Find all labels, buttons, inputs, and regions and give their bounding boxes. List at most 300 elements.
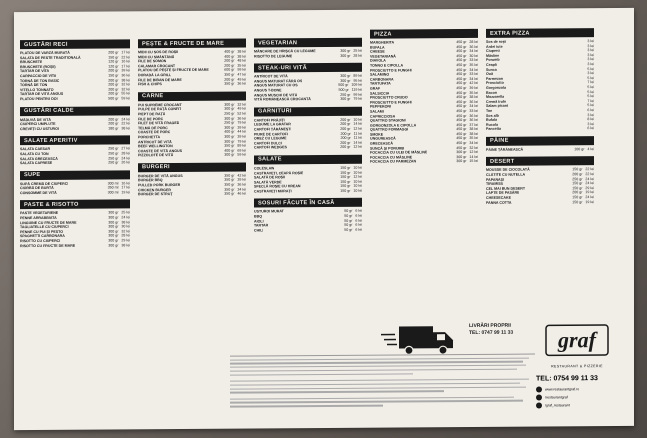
menu-item-price-value: 22 lei [121,54,130,60]
menu-item-quantity: 120 gr [108,64,119,69]
menu-item-quantity: 450 gr [456,131,467,136]
menu-item-quantity: 150 gr [340,179,351,184]
menu-item-price-value: 15 lei [469,159,478,164]
menu-item-name: Prosciutto [486,81,504,86]
menu-item-quantity: 450 gr [456,136,467,141]
menu-item-quantity: 50 gr [344,218,353,223]
menu-item-name: CARTOFI PRĂJIȚI [254,118,285,123]
menu-item [370,159,478,164]
menu-item-price-value: 48 lei [237,58,246,63]
menu-section-carne [138,91,246,158]
menu-item [254,145,362,150]
menu-item-price-value: 5 lei [587,66,594,71]
menu-item-name: UNGUREASCĂ [370,136,396,142]
menu-item-name: PANNA COTTA [486,200,512,205]
menu-item-price-value: 6 lei [587,126,594,131]
menu-item-quantity: 200 gr [108,121,119,126]
menu-item-price-value: 109 lei [351,83,362,88]
menu-item-price-value: 42 lei [469,81,478,86]
menu-item-quantity: 300 ml [107,181,119,186]
menu-item-price-value: 34 lei [469,76,478,81]
menu-item-name: COASTE DE PORC [138,130,171,135]
menu-item-quantity: 150 gr [572,195,583,200]
menu-item-price-value: 79 lei [237,139,246,144]
menu-item-price-value: 26 lei [121,160,130,165]
menu-item-price [584,126,594,131]
contact-facebook-row [536,394,631,401]
menu-item-price-value: 5 lei [587,85,594,90]
menu-item-quantity: 200 gr [224,58,235,63]
section-header: PÂINE [486,136,594,146]
menu-item-name: BRUSCHETE (ROȘII) [20,64,56,69]
menu-item-price-value: 28 lei [121,151,130,156]
menu-item-name: CIUPERCI UMPLUTE [20,121,56,127]
menu-section-peste-fructe-de-mare [138,39,246,88]
menu-item-quantity: 300 gr [108,233,119,238]
menu-item-quantity: 300 gr [224,152,235,157]
menu-item-name: Gorgonzola [486,85,506,90]
menu-item-name: PORCHETTA [138,135,161,140]
menu-item-price-value: 95 lei [353,78,362,83]
menu-item-quantity: 500 gr [108,96,119,101]
menu-item-price [574,147,594,152]
menu-item-quantity: 50 gr [344,227,353,232]
menu-item-price [108,190,130,195]
menu-item-quantity: 450 gr [456,99,467,104]
menu-item [20,96,130,101]
menu-item-name: MIDII CU SMÂNTÂNĂ [138,54,175,59]
menu-item-price-value: 7 lei [587,80,594,85]
menu-item-name: RISOTTO CU FRUCTE DE MARE [20,243,76,248]
menu-item-quantity: 300 gr [224,134,235,139]
menu-item-quantity: 300 gr [108,220,119,225]
menu-item-name: FOCACCIA CU MĂSLINE [370,155,413,160]
menu-item-quantity: 450 gr [456,67,467,72]
menu-item-quantity: 300 gr [224,102,235,107]
contact-instagram: /graf_restaurant [545,403,570,408]
menu-item-price-value: 32 lei [121,87,130,92]
brand-name: graf [558,327,596,353]
menu-item-name: CHICKEN BURGER [138,187,171,192]
menu-item-quantity: 350 gr [224,173,235,178]
menu-item-price-value: 38 lei [121,220,130,225]
section-header: SALATE APERITIV [20,136,130,146]
menu-item-name: BURGER DE STRUȚ [138,192,173,197]
menu-item [254,53,362,58]
menu-item-quantity: 200 gr [340,117,351,122]
menu-item [254,228,362,233]
menu-item-name: DORADĂ LA GRILL [138,73,172,78]
menu-item-name: SPAGHETTI CARBONARA [20,234,65,239]
menu-item-quantity: 450 gr [456,40,467,45]
menu-item-name: CARBONARA [370,77,394,82]
contact-instagram-row [536,402,631,409]
menu-item-quantity: 600 gr [224,68,235,73]
menu-item-name: PIEPT DE RAȚĂ [138,112,166,117]
menu-item-name: ANGUS MATURAT FĂRĂ OS [254,78,303,84]
menu-item-name: OREZ CU LEGUME [254,136,287,141]
menu-item-name: USTUROI MURAT [254,209,284,214]
menu-item-quantity: 150 gr [340,184,351,189]
menu-item-price-value: 28 lei [353,53,362,58]
menu-item-price-value: 35 lei [469,136,478,141]
menu-item-quantity: 300 gr [340,48,351,53]
menu-item-price-value: 36 lei [237,182,246,187]
menu-item-price-value: 24 lei [585,195,594,200]
menu-item [486,200,594,205]
menu-item-name: CASTRAVEȚI MURAȚI [254,189,292,194]
menu-item-quantity: 150 gr [340,188,351,193]
menu-item-quantity: 250 gr [108,146,119,151]
menu-item-name: GRECEASCĂ [370,141,393,146]
menu-item-quantity: 200 gr [108,77,119,83]
menu-item-quantity: 300 gr [340,53,351,58]
menu-item-name: SALATA DE PESTE TRADITIONALĂ [20,55,81,60]
menu-item-quantity: 300 gr [108,210,119,215]
menu-item-price-value: 55 lei [121,91,130,96]
menu-item-name: PENNE CU PUI ȘI PESTO [20,229,64,234]
menu-item-price-value: 7 lei [587,98,594,103]
menu-item-price-value: 14 lei [353,122,362,127]
menu-item-price-value: 30 lei [121,224,130,229]
menu-item-name: BURGER DE VITĂ ANGUS [138,173,183,179]
menu-item-quantity: 350 gr [224,187,235,192]
menu-item-quantity: 200 gr [108,87,119,92]
menu-item-quantity: 450 gr [456,108,467,113]
menu-item-price-value: 89 lei [237,143,246,148]
menu-item-quantity: 300 gr [456,150,467,155]
menu-item-name: PROSCIUTTO E FUNGHI [370,67,412,73]
menu-item-name: Ouă [486,71,493,77]
footer-fine-print [230,354,535,425]
menu-item-quantity: 450 gr [456,95,467,100]
menu-section-supe [20,170,130,196]
menu-item-price-value: 99 lei [237,67,246,72]
menu-item-name: SALATA CAESAR [20,147,51,152]
menu-item-price [224,192,246,197]
menu-item-name: Parmezan [486,76,503,81]
menu-item-name: PASTE VEGETARIENE [20,211,59,216]
menu-item-price-value: 44 lei [237,129,246,134]
menu-item-price-value: 12 lei [353,145,362,150]
menu-item-price-value: 36 lei [469,113,478,118]
menu-item-price-value: 32 lei [469,145,478,150]
menu-item-price-value: 42 lei [237,173,246,178]
menu-item-price-value: 17 lei [121,185,130,190]
menu-item-price [572,200,594,205]
menu-item-quantity: 200 gr [340,122,351,127]
facebook-icon [536,394,542,400]
menu-item-quantity: 150 gr [340,170,351,175]
menu-item-price-value: 37 lei [469,122,478,127]
menu-item-name: Sos de roșii [486,39,507,44]
menu-item-quantity: 250 gr [572,176,583,181]
menu-item-quantity: 450 gr [456,118,467,123]
menu-item-name: RISOTTO CU CIUPERCI [20,238,61,244]
menu-item-price-value: 36 lei [469,99,478,104]
menu-item-name: Ceapă [486,62,497,67]
contact-phone: TEL: 0754 99 11 33 [536,375,598,383]
menu-item-price-value: 3 lei [587,62,594,67]
menu-item-price-value: 29 lei [121,238,130,243]
menu-item-price-value: 39 lei [469,85,478,90]
menu-item-quantity: 300 gr [224,116,235,121]
menu-item-name: Ciuperci [486,48,501,54]
menu-item-quantity: 250 gr [340,92,351,97]
menu-item-price-value: 3 lei [587,71,594,76]
menu-item-price-value: 36 lei [469,118,478,123]
menu-item-price-value: 34 lei [469,67,478,72]
delivery-info [469,323,513,337]
menu-item-quantity: 150 gr [340,174,351,179]
menu-column-4 [370,29,478,170]
menu-item-name: FOCACCIA CU ULEI DE MĂSLINE [370,150,428,155]
menu-item-price-value: 79 lei [353,96,362,101]
contact-web-row [536,386,631,393]
section-header: GUSTĂRI RECI [20,39,130,49]
menu-item-quantity: 200 gr [108,116,119,122]
menu-item-price-value: 14 lei [353,140,362,145]
menu-item-price-value: 27 lei [121,146,130,151]
menu-item-quantity: 300 gr [340,96,351,102]
menu-item-quantity: 200 gr [224,77,235,82]
menu-item-name: ANGUS T-BONE [254,88,282,93]
menu-item-quantity: 350 ml [107,185,119,190]
menu-item-price-value: 49 lei [237,77,246,82]
section-header: PEȘTE & FRUCTE DE MARE [138,39,246,49]
menu-item-quantity: 200 gr [108,50,119,55]
menu-item-quantity: 50 gr [344,223,353,228]
section-header: GUSTĂRI CALDE [20,106,130,116]
menu-item-price-value: 28 lei [121,233,130,238]
menu-item-name: CHILI [254,228,264,233]
menu-item-price-value: 22 lei [585,172,594,177]
menu-item-quantity: 450 gr [456,76,467,81]
menu-item-price [108,126,130,131]
menu-item-quantity: 350 gr [224,81,235,86]
menu-item-price-value: 38 lei [237,54,246,59]
menu-item-quantity: 200 gr [572,172,583,177]
menu-item-price-value: 3 lei [587,57,594,62]
menu-item-price-value: 35 lei [469,62,478,67]
section-header: DESERT [486,157,594,167]
menu-item-name: BBQ [254,214,262,219]
menu-item-price-value: 38 lei [121,242,130,248]
menu-item-price-value: 22 lei [121,121,130,126]
menu-item [254,189,362,194]
menu-item [138,192,246,197]
menu-item-price-value: 34 lei [469,104,478,109]
menu-item-name: TARTUFATA [370,81,391,87]
menu-item-price-value: 38 lei [237,49,246,54]
instagram-icon [536,402,542,408]
menu-item-quantity: 300 gr [224,125,235,130]
menu-item-name: Sos alb [486,113,499,118]
menu-item-quantity: 250 gr [108,151,119,156]
menu-item-name: Ton [486,108,493,113]
menu-item-name: Bufala [486,117,497,122]
menu-item-name: SALATA CAPRESE [20,160,53,166]
menu-item-quantity: 200 gr [340,145,351,150]
menu-item-price-value: 39 lei [237,178,246,183]
menu-item-name: AIOLI [254,219,264,224]
menu-item-price-value: 3 lei [587,48,594,53]
menu-item-quantity: 300 gr [108,224,119,229]
menu-item-quantity: 400 gr [224,49,235,54]
menu-item-price-value: 11 lei [353,131,362,136]
menu-item-name: PLATOU PENTRU DOI [20,96,58,102]
menu-item-name: BUFALA [370,45,385,50]
menu-item-price-value: 34 lei [469,49,478,54]
menu-item-name: TARTAR [254,223,269,228]
menu-item-price-value: 10 lei [353,165,362,170]
menu-item-price-value: 14 lei [469,154,478,159]
menu-item-price-value: 38 lei [121,77,130,82]
menu-item-name: Bacon [486,90,497,95]
menu-item [20,190,130,195]
menu-item-price-value: 24 lei [121,116,130,121]
menu-item-price-value: 6 lei [355,213,362,218]
menu-item-price-value: 4 lei [587,146,594,152]
menu-item-quantity: 300 gr [224,139,235,144]
menu-item-name: TORNĂ DE TON [20,83,48,88]
menu-item-name: CARTOFI WEDGES [254,145,287,150]
menu-item-quantity: 250 gr [224,111,235,116]
menu-item-price-value: 3 lei [587,112,594,117]
menu-item-name: COASTE DE VITĂ ANGUS [138,148,182,153]
menu-item-quantity: 400 gr [224,54,235,59]
section-header: CARNE [138,91,246,101]
menu-item-quantity: 300 gr [108,215,119,220]
menu-item-name: PÂINE ȚĂRĂNEASCĂ [486,147,524,152]
menu-section-desert [486,157,594,206]
menu-section-gustari-reci [20,39,130,101]
menu-item-price-value: 25 lei [121,210,130,215]
section-header: SALATE [254,155,362,165]
menu-item-quantity: 250 gr [108,155,119,161]
menu-item-name: DIAVOLA [370,58,386,64]
menu-item-quantity: 350 gr [224,72,235,77]
menu-item-name: CAPRICCIOSA [370,114,396,119]
menu-item-name: CALAMAR CROCANT [138,63,176,69]
menu-item-price-value: 24 lei [121,155,130,160]
menu-item-price [224,82,246,87]
menu-item-name: CEL MAI BUN DESERT [486,186,526,191]
menu-item-price [340,189,362,194]
menu-item-name: QUATTRO STAGIONI [370,118,406,123]
delivery-phone: TEL: 0747 99 11 33 [469,329,514,336]
menu-item-price-value: 25 lei [353,48,362,53]
menu-item-name: CARTOFI DULCI [254,141,282,146]
menu-item-price-value: 99 lei [353,92,362,97]
menu-item-price [340,97,362,102]
menu-item-quantity: 450 gr [456,122,467,127]
menu-item-name: PENNE ARRABBIATA [20,215,57,221]
menu-item-price-value: 29 lei [585,185,594,191]
menu-item-quantity: 100 gr [574,147,585,152]
menu-item-quantity: 300 gr [340,74,351,79]
menu-item-price [108,160,130,165]
menu-item-name: FILE DE BIBAN DE MARE [138,77,182,82]
menu-item-quantity: 450 gr [456,141,467,146]
menu-item-name: CIORBĂ DE BURTĂ [20,186,54,191]
menu-item-quantity: 500 gr [338,87,349,92]
menu-item-quantity: 450 gr [456,44,467,49]
menu-item-name: FILET DE VITĂ FRAGED [138,121,180,126]
menu-item-name: Salam picant [486,104,509,109]
menu-item-price-value: 8 lei [587,117,594,122]
menu-item-name: Ardei iute [486,44,503,49]
menu-item-name: ANTRICOT DE VITĂ [254,74,288,79]
menu-item-price-value: 6 lei [355,218,362,223]
menu-item-price-value: 16 lei [121,181,130,186]
menu-item-price-value: 59 lei [121,96,130,101]
menu-item-quantity: 300 gr [224,106,235,112]
menu-item-price-value: 5 lei [587,94,594,99]
menu-item [138,82,246,87]
menu-item-name: LINGUINE CU FRUCTE DE MARE [20,220,77,225]
menu-item-name: QUATTRO FORMAGGI [370,127,409,132]
menu-item-price-value: 24 lei [585,181,594,186]
menu-item-name: PUI SUPREME CROCANT [138,102,182,108]
menu-item-name: PROSCIUTTO E FUNGHI [370,100,412,105]
section-header: PASTE & RISOTTO [20,200,130,210]
menu-item-quantity: 200 gr [340,140,351,145]
menu-item-price-value: 3 lei [587,43,594,48]
menu-column-3 [254,38,362,238]
menu-section-vegetarian [254,38,362,59]
menu-item-price [108,96,130,101]
menu-item-price-value: 69 lei [237,148,246,153]
menu-item-price-value: 24 lei [121,215,130,220]
menu-item-quantity: 50 gr [344,209,353,214]
menu-item-name: VITELLO TONNATO [20,87,54,92]
menu-item-price-value: 3 lei [587,39,594,44]
menu-item-name: TONNO E CIPOLLA [370,63,404,68]
menu-item-name: MĂDUVĂ DE VITĂ [20,117,51,122]
menu-section-sosuri-facute-in-casa [254,198,362,233]
menu-item [486,126,594,131]
menu-item-name: Rucola [486,122,498,127]
menu-item-name: PULLED PORK BURGER [138,183,181,188]
menu-item-name: CHEESE [370,49,385,54]
menu-item-quantity: 180 gr [108,126,119,131]
section-header: VEGETARIAN [254,38,362,48]
menu-item-name: ANTRICOT DE VITĂ [138,139,172,144]
menu-item-price-value: 33 lei [469,72,478,77]
menu-item-quantity: 200 gr [224,63,235,68]
menu-item-quantity: 300 gr [456,159,467,164]
menu-item-name: CARPACCIO DE VITA [20,73,57,79]
menu-column-1 [20,39,130,253]
menu-section-garnituri [254,106,362,150]
menu-item-price-value: 22 lei [585,167,594,172]
menu-item-price-value: 39 lei [237,134,246,139]
menu-item-price-value: 52 lei [237,111,246,116]
menu-item-name: ANGUS MATURAT CU OS [254,83,298,88]
section-header: SUPE [20,170,130,180]
menu-item-name: LEGUME LA GRATAR [254,122,291,127]
menu-item-quantity: 450 gr [456,127,467,132]
menu-item-name: PIZZOLOTE DE VITĂ [138,153,174,158]
menu-item-price-value: 10 lei [353,188,362,193]
menu-item-name: TELMĂ DE PORC [138,125,168,131]
menu-item-quantity: 150 gr [572,167,583,172]
menu-item-name: SMOKE [370,132,384,137]
menu-item-price-value: 34 lei [237,187,246,192]
menu-item-name: SFECLĂ ROȘIE CU HREAN [254,184,301,189]
menu-item-name: PIURE DE CARTOFI [254,131,288,137]
